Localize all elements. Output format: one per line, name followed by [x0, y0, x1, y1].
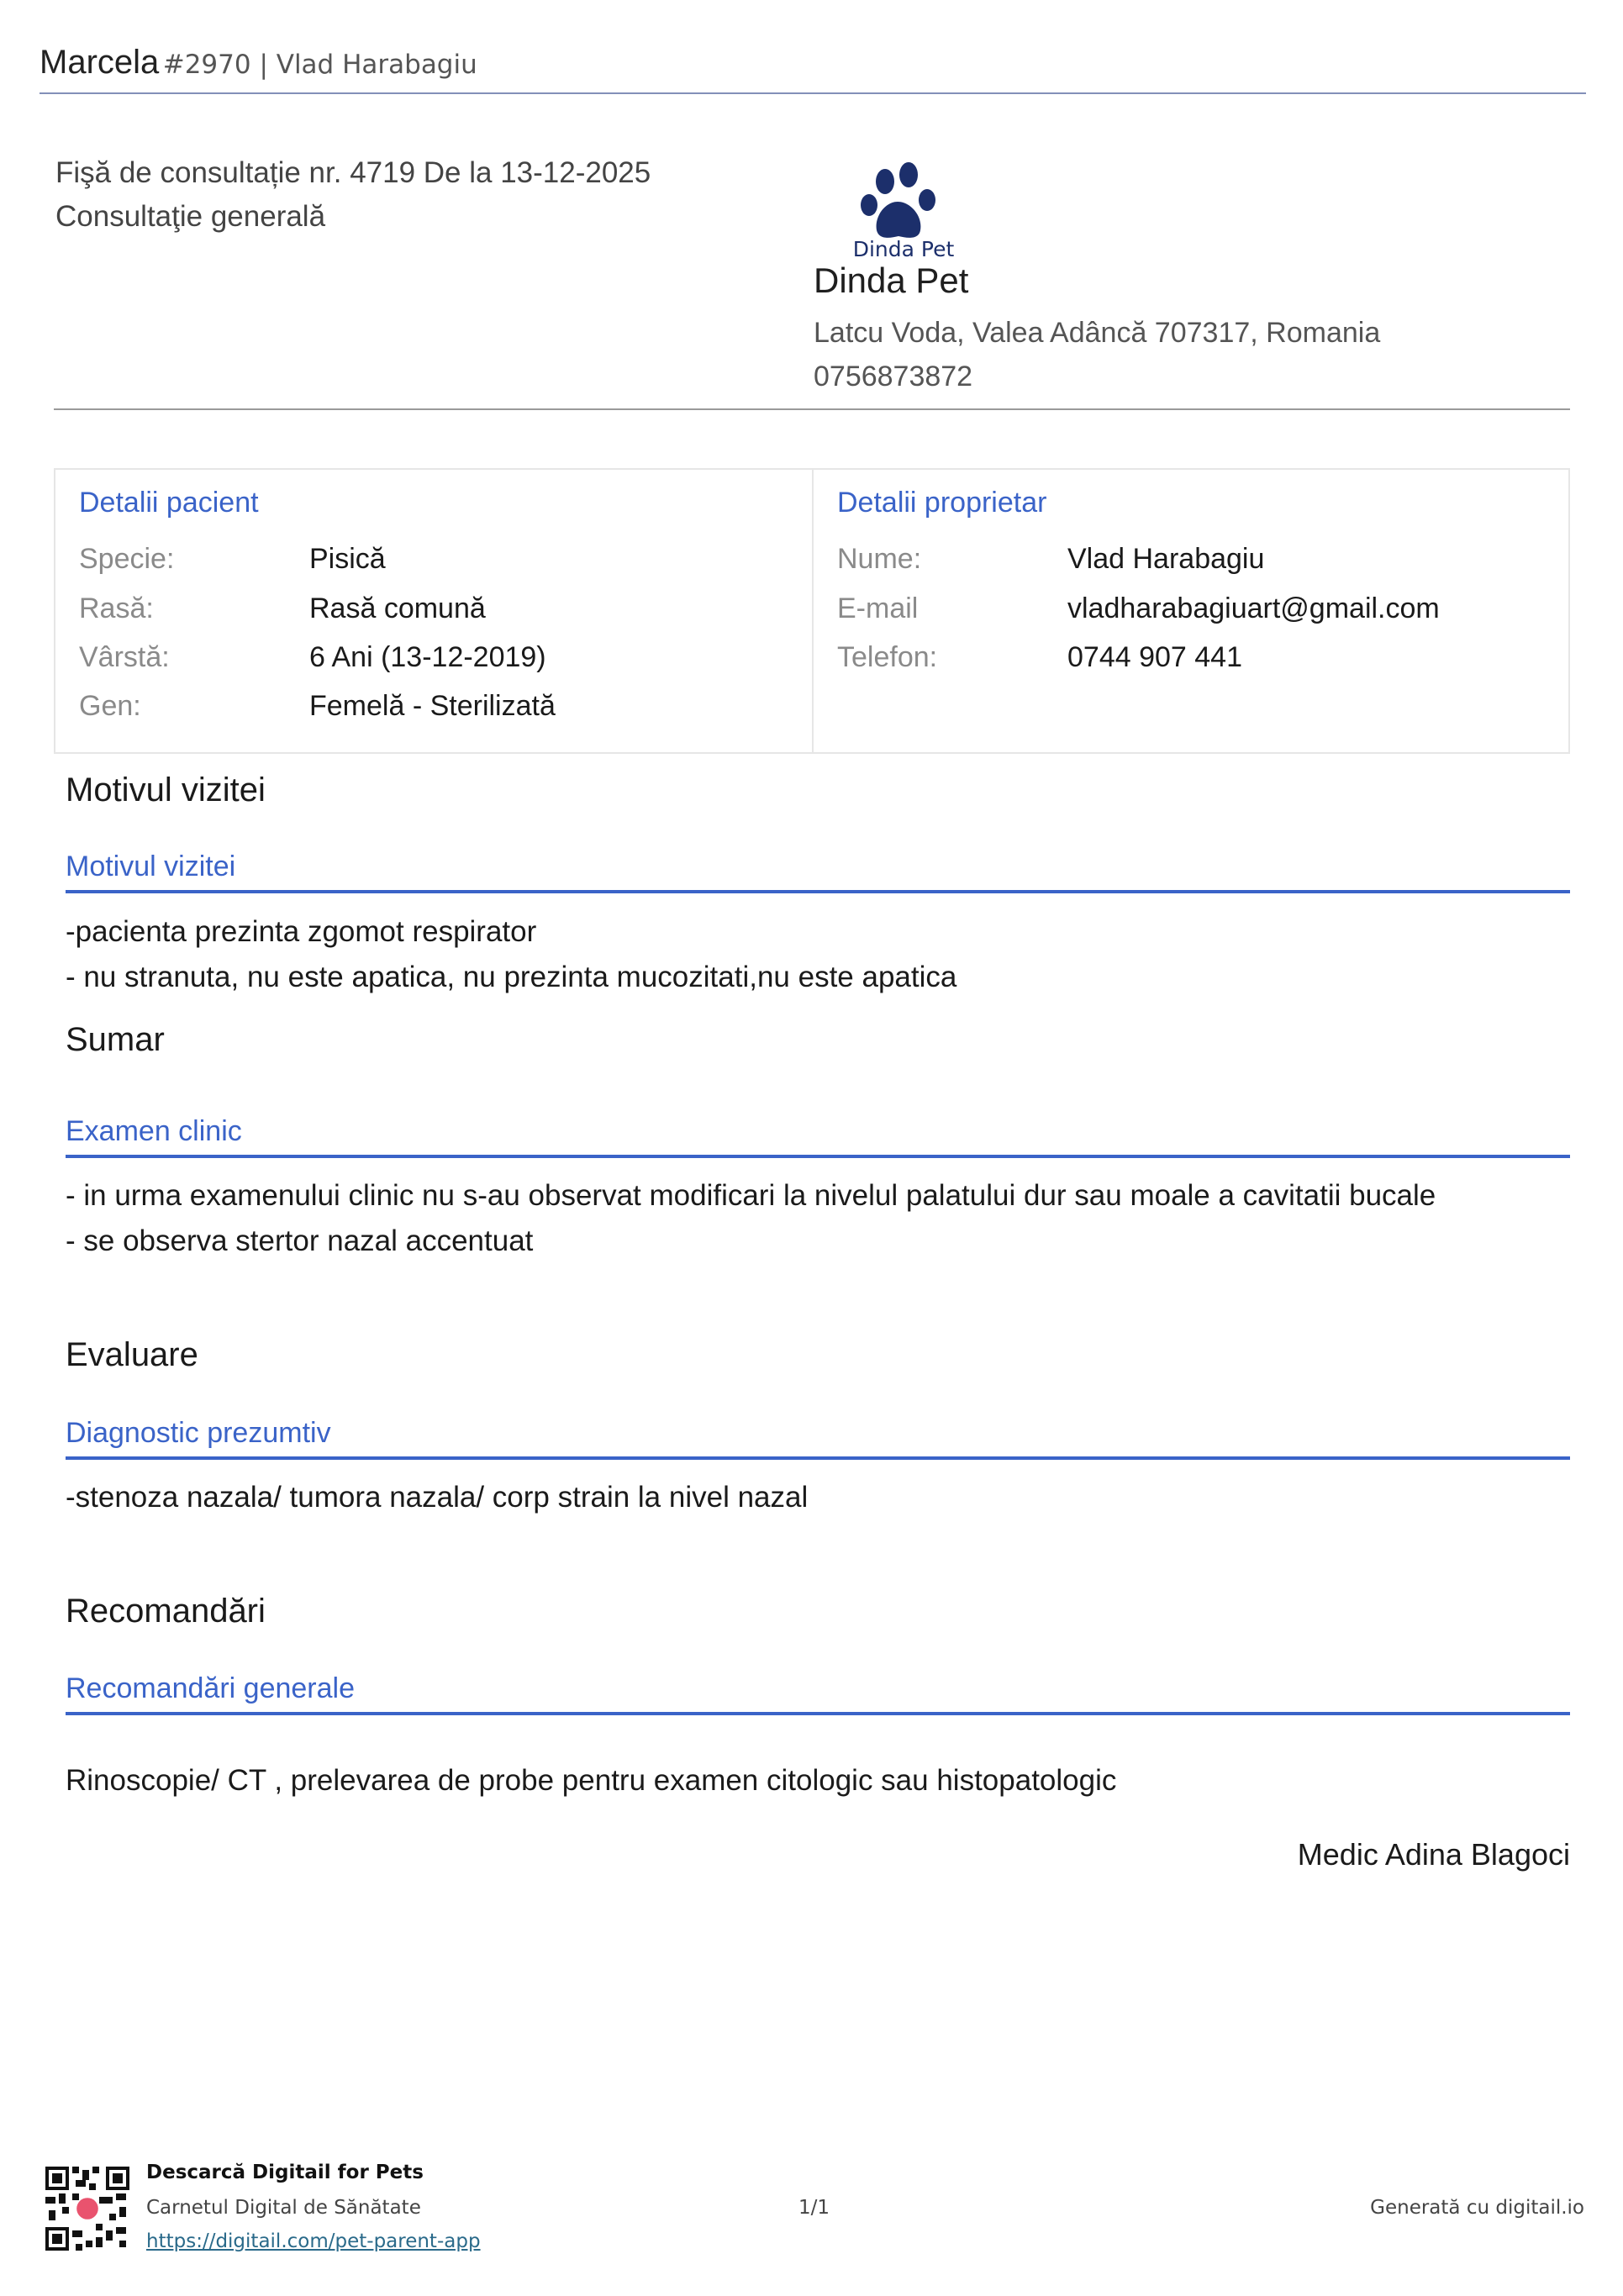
section-heading-summary: Sumar: [66, 1021, 165, 1058]
header-id-owner: #2970 | Vlad Harabagiu: [162, 50, 477, 80]
pet-name: Marcela: [40, 44, 160, 81]
owner-details: [814, 470, 1568, 752]
field-label: Vârstă:: [79, 641, 170, 673]
field-label: E-mail: [837, 592, 919, 624]
field-label: Specie:: [79, 543, 175, 575]
field-value: vladharabagiuart@gmail.com: [1067, 592, 1440, 624]
subsection-clinical-exam: Examen clinic: [66, 1115, 1570, 1158]
subsection-general-recommendations: Recomandări generale: [66, 1672, 1570, 1715]
patient-details: [55, 470, 814, 752]
page-header: [40, 44, 1586, 94]
section-heading-recommendations: Recomandări: [66, 1593, 266, 1630]
subsection-visit-reason: Motivul vizitei: [66, 850, 1570, 893]
text-line: - nu stranuta, nu este apatica, nu prezinta mucozitati,nu este apatica: [66, 961, 957, 993]
field-value: Femelă - Sterilizată: [309, 690, 556, 722]
field-label: Rasă:: [79, 592, 154, 624]
field-value: Vlad Harabagiu: [1067, 543, 1265, 575]
generated-by: Generată cu digitail.io: [1370, 2197, 1584, 2219]
text-line: - se observa stertor nazal accentuat: [66, 1224, 534, 1257]
text-line: -pacienta prezinta zgomot respirator: [66, 915, 537, 948]
subsection-diagnosis: Diagnostic prezumtiv: [66, 1417, 1570, 1460]
clinic-phone: 0756873872: [814, 361, 973, 392]
clinical-exam-text: [66, 1173, 1436, 1264]
visit-reason-text: [66, 909, 956, 1000]
recommendations-text: [66, 1758, 1116, 1804]
footer-app-link[interactable]: https://digitail.com/pet-parent-app: [146, 2230, 481, 2252]
consultation-type: Consultaţie generală: [55, 200, 326, 233]
field-value: 6 Ani (13-12-2019): [309, 641, 546, 673]
page-number: 1/1: [798, 2197, 830, 2219]
details-table: [54, 468, 1570, 754]
field-value: Pisică: [309, 543, 386, 575]
divider: [54, 408, 1570, 410]
clinic-contact: [814, 311, 1380, 398]
text-line: Rinoscopie/ CT , prelevarea de probe pentru examen citologic sau histopatologic: [66, 1764, 1117, 1797]
field-value: Rasă comună: [309, 592, 486, 624]
clinic-address: Latcu Voda, Valea Adâncă 707317, Romania: [814, 317, 1381, 349]
text-line: - in urma examenului clinic nu s-au observat modificari la nivelul palatului dur sau moale a cavitatii bucale: [66, 1179, 1436, 1212]
field-label: Nume:: [837, 543, 922, 575]
field-label: Gen:: [79, 690, 141, 722]
document-title-block: [55, 151, 651, 239]
patient-details-title: Detalii pacient: [79, 487, 259, 519]
owner-details-title: Detalii proprietar: [837, 487, 1047, 519]
logo-text: Dinda Pet: [852, 237, 955, 261]
footer-app-title: Descarcă Digitail for Pets: [146, 2162, 424, 2183]
consultation-number: Fişă de consultație nr. 4719 De la 13-12-2025: [55, 156, 651, 189]
qr-code-icon[interactable]: [45, 2167, 129, 2251]
field-label: Telefon:: [837, 641, 938, 673]
diagnosis-text: [66, 1475, 808, 1520]
section-heading-visit-reason: Motivul vizitei: [66, 771, 266, 808]
field-value: 0744 907 441: [1067, 641, 1242, 673]
text-line: -stenoza nazala/ tumora nazala/ corp strain la nivel nazal: [66, 1481, 809, 1514]
footer-app-subtitle: Carnetul Digital de Sănătate: [146, 2197, 421, 2219]
clinic-name: Dinda Pet: [814, 261, 969, 300]
paw-logo-icon: [839, 158, 973, 263]
doctor-signature: Medic Adina Blagoci: [1297, 1837, 1570, 1872]
section-heading-evaluation: Evaluare: [66, 1336, 198, 1373]
